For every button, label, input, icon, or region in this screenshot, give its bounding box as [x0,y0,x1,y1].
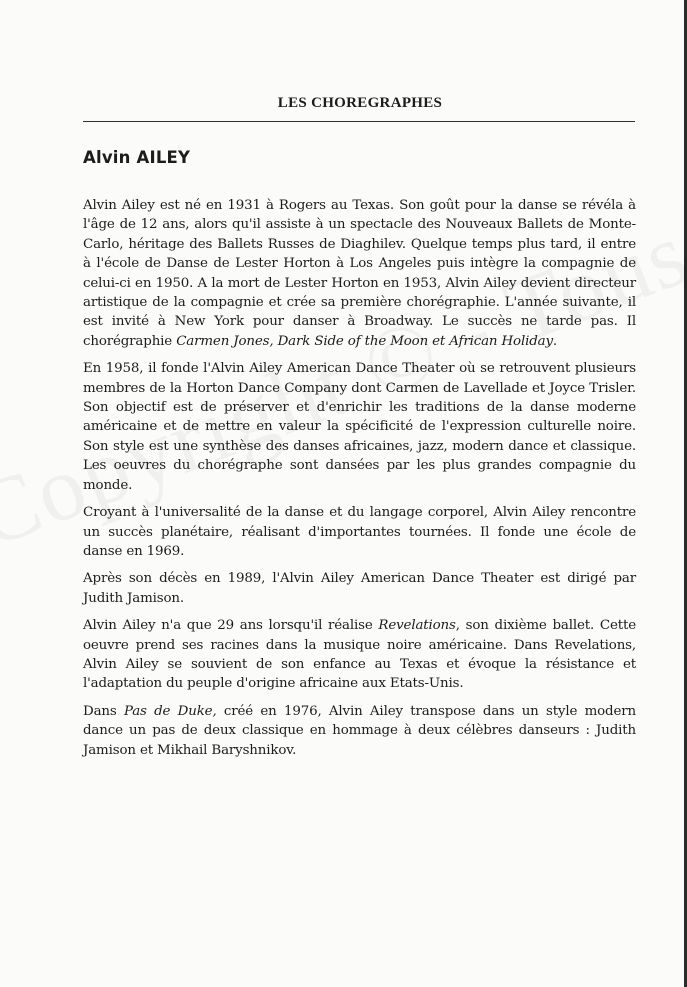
header-title: LES CHOREGRAPHES [277,95,443,111]
page-header [83,92,635,112]
paragraph-3: Croyant à l'universalité de la danse et du langage corporel, Alvin Ailey rencontre un succès planétaire, réalisant d'importantes tournées. Il fonde une école de danse en 1969. [83,505,636,559]
paragraph-4: Après son décès en 1989, l'Alvin Ailey American Dance Theater est dirigé par Judith Jamison. [83,571,636,606]
paragraph-5-before: Alvin Ailey n'a que 29 ans lorsqu'il réalise [83,618,379,634]
header-rule [83,121,635,122]
paragraph-6-before: Dans [83,703,124,719]
paragraph-5-work: Revelations [378,618,456,634]
paragraph-6-after: créé en 1976, Alvin Ailey transpose dans un style modern dance un pas de deux classique en hommage à deux célèbres danseurs : Judith Jamison et Mikhail Baryshnikov. [83,703,636,758]
paragraph-1-works: Carmen Jones, Dark Side of the Moon et African Holiday [176,333,553,349]
paragraph-6-work: Pas de Duke, [123,703,217,719]
paragraph-2: En 1958, il fonde l'Alvin Ailey American Dance Theater où se retrouvent plusieurs membres de la Horton Dance Company dont Carmen de Lavellade et Joyce Trisler. Son objectif est de préserver et d'enrichir les traditions de la danse moderne américaine et de mettre en valeur la spécificité de l'expression culturelle noire. Son style est une synthèse des danses africaines, jazz, modern dance et classique. Les oeuvres du chorégraphe sont dansées par les plus grandes compagnie du monde. [83,361,636,493]
paragraph-1 [83,196,636,351]
choreographer-name: Alvin AILEY [83,148,191,167]
paragraph-5-after: , son dixième ballet. Cette oeuvre prend ses racines dans la musique noire américaine. Dans Revelations, Alvin Ailey se souvient de son enfance au Texas et évoque la résistance et l'adaptation du peuple d'origine africaine aux Etats-Unis. [83,618,636,692]
paragraph-1-text: Alvin Ailey est né en 1931 à Rogers au Texas. Son goût pour la danse se révéla à l'âge de 12 ans, alors qu'il assiste à un spectacle des Nouveaux Ballets de Monte-Carlo, héritage des Ballets Russes de Diaghilev. Quelque temps plus tard, il entre à l'école de Danse de Lester Horton à Los Angeles puis intègre la compagnie de celui-ci en 1950. A la mort de Lester Horton en 1953, Alvin Ailey devient directeur artistique de la compagnie et crée sa première chorégraphie. L'année suivante, il est invité à New York pour danser à Broadway. Le succès ne tarde pas. Il chorégraphie [83,198,636,349]
biography-text [83,196,636,768]
paragraph-6 [83,702,636,760]
paragraph-5 [83,616,636,694]
paragraph-1-end: . [552,333,557,349]
